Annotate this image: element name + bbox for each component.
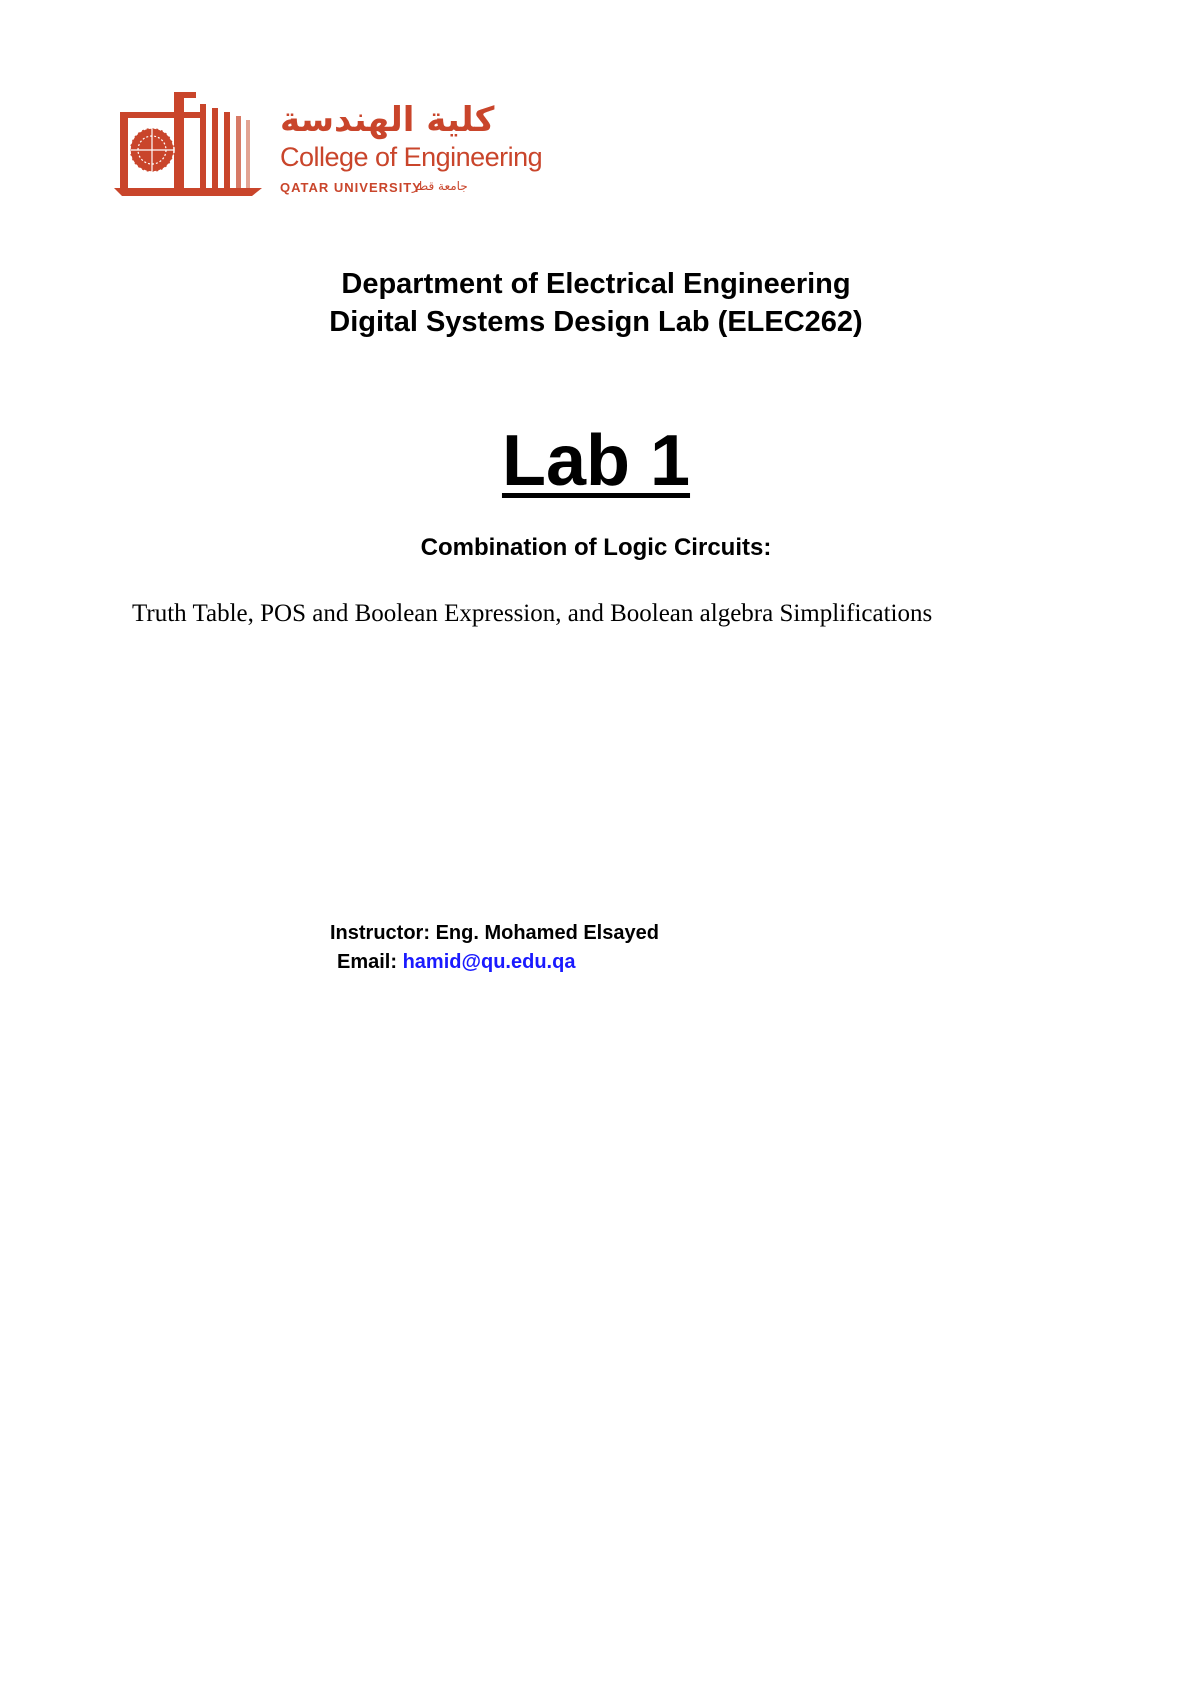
email-link[interactable]: hamid@qu.edu.qa xyxy=(402,951,576,973)
email-line xyxy=(337,951,575,974)
lab-subtitle: Combination of Logic Circuits: xyxy=(420,534,772,561)
department-heading: Department of Electrical Engineering xyxy=(341,268,851,300)
course-heading: Digital Systems Design Lab (ELEC262) xyxy=(329,306,863,338)
college-logo xyxy=(112,84,543,202)
lab-title: Lab 1 xyxy=(501,421,691,501)
logo-arabic-title: كلية الهندسة xyxy=(280,100,495,140)
logo-university-name: QATAR UNIVERSITY xyxy=(280,180,422,195)
lab-topics: Truth Table, POS and Boolean Expression, and Boolean algebra Simplifications xyxy=(132,600,933,627)
instructor-label: Instructor: xyxy=(330,922,430,944)
email-label: Email: xyxy=(337,951,398,973)
college-emblem-icon xyxy=(112,84,272,202)
instructor-line xyxy=(330,922,659,945)
logo-english-title: College of Engineering xyxy=(280,142,543,172)
instructor-name: Eng. Mohamed Elsayed xyxy=(435,922,659,944)
logo-university-arabic: جامعة قطر xyxy=(412,179,468,193)
